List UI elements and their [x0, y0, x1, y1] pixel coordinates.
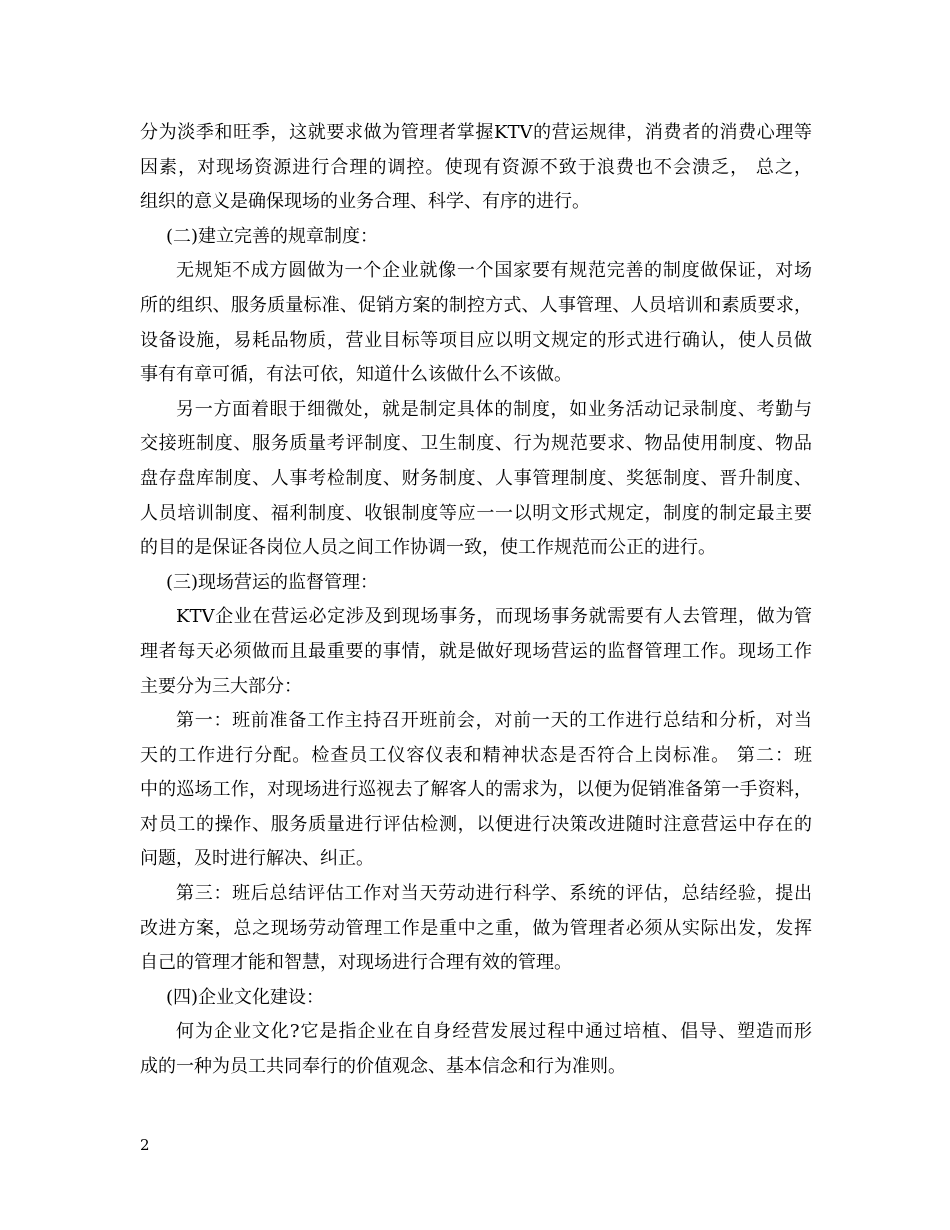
text-line: 第一：班前准备工作主持召开班前会，对前一天的工作进行总结和分析，对当 [176, 710, 812, 732]
body-text [140, 116, 812, 1085]
text-line: 分为淡季和旺季，这就要求做为管理者掌握KTV的营运规律，消费者的消费心理等 [140, 122, 812, 143]
text-line: 的目的是保证各岗位人员之间工作协调一致，使工作规范而公正的进行。 [140, 537, 716, 559]
section-heading: (三)现场营运的监督管理： [166, 571, 379, 593]
text-line: 自己的管理才能和智慧，对现场进行合理有效的管理。 [140, 952, 572, 974]
text-line: 盘存盘库制度、人事考检制度、财务制度、人事管理制度、奖惩制度、晋升制度、 [140, 467, 812, 489]
section-heading: (二)建立完善的规章制度： [166, 225, 379, 247]
text-line: 改进方案，总之现场劳动管理工作是重中之重，做为管理者必须从实际出发，发挥 [140, 917, 812, 939]
section-heading: (四)企业文化建设： [166, 986, 325, 1008]
text-line: 交接班制度、服务质量考评制度、卫生制度、行为规范要求、物品使用制度、物品 [140, 433, 812, 455]
text-line: 设备设施，易耗品物质，营业目标等项目应以明文规定的形式进行确认，使人员做 [140, 329, 812, 351]
text-line: 问题，及时进行解决、纠正。 [140, 848, 374, 870]
page-number: 2 [140, 1136, 150, 1154]
text-line: 组织的意义是确保现场的业务合理、科学、有序的进行。 [140, 191, 590, 213]
text-line: 成的一种为员工共同奉行的价值观念、基本信念和行为准则。 [140, 1056, 626, 1078]
text-line: 中的巡场工作，对现场进行巡视去了解客人的需求为，以便为促销准备第一手资料， [140, 779, 812, 801]
text-line: 何为企业文化?它是指企业在自身经营发展过程中通过培植、倡导、塑造而形 [176, 1021, 812, 1043]
text-line: 因素，对现场资源进行合理的调控。使现有资源不致于浪费也不会溃乏， 总之， [140, 156, 812, 178]
text-line: KTV企业在营运必定涉及到现场事务，而现场事务就需要有人去管理，做为管 [176, 606, 812, 628]
text-line: 天的工作进行分配。检查员工仪容仪表和精神状态是否符合上岗标准。 第二：班 [140, 744, 812, 766]
text-line: 另一方面着眼于细微处，就是制定具体的制度，如业务活动记录制度、考勤与 [176, 398, 812, 420]
text-line: 主要分为三大部分： [140, 675, 302, 697]
text-line: 事有有章可循，有法可依，知道什么该做什么不该做。 [140, 364, 572, 386]
text-line: 第三：班后总结评估工作对当天劳动进行科学、系统的评估，总结经验，提出 [176, 883, 812, 905]
text-line: 对员工的操作、服务质量进行评估检测，以便进行决策改进随时注意营运中存在的 [140, 813, 812, 835]
text-line: 人员培训制度、福利制度、收银制度等应一一以明文形式规定，制度的制定最主要 [140, 502, 812, 524]
text-line: 理者每天必须做而且最重要的事情，就是做好现场营运的监督管理工作。现场工作 [140, 640, 812, 662]
text-line: 无规矩不成方圆做为一个企业就像一个国家要有规范完善的制度做保证，对场 [176, 260, 812, 282]
text-line: 所的组织、服务质量标准、促销方案的制控方式、人事管理、人员培训和素质要求， [140, 294, 812, 316]
